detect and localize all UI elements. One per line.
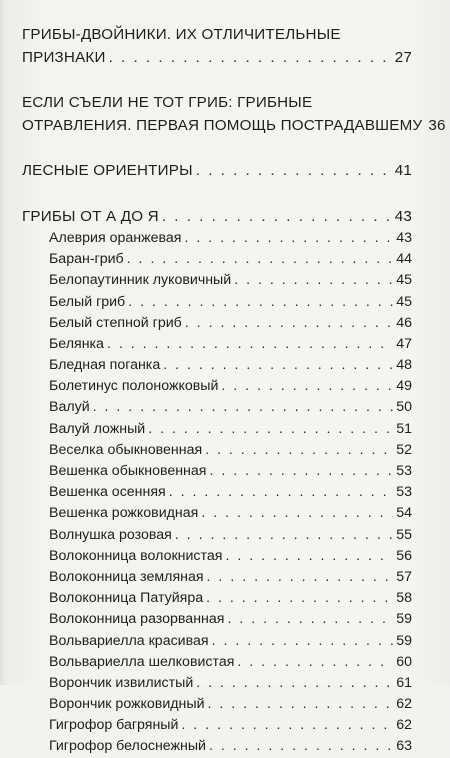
toc-section-mushrooms-a-z (22, 205, 412, 228)
entry-page-number: 62 (396, 696, 412, 713)
entry-page-number: 53 (396, 484, 412, 501)
entry-title: Веселка обыкновенная (49, 441, 203, 458)
entry-page-number: 61 (396, 674, 412, 691)
list-item (22, 355, 412, 376)
entry-title: Гигрофор багряный (49, 717, 179, 734)
entry-page-number: 45 (396, 293, 412, 310)
section-title: ГРИБЫ ОТ А ДО Я (22, 208, 159, 225)
section-title-row (22, 159, 412, 182)
entry-title: Баран-гриб (49, 251, 124, 268)
entry-title: Волоконница земляная (49, 568, 204, 585)
list-item (22, 376, 412, 397)
entry-page-number: 49 (396, 378, 412, 395)
section-page-number: 36 (428, 117, 446, 134)
section-title-line2: ОТРАВЛЕНИЯ. ПЕРВАЯ ПОМОЩЬ ПОСТРАДАВШЕМУ (22, 117, 423, 134)
list-item (22, 694, 412, 715)
entry-page-number: 44 (396, 251, 412, 268)
dot-leader (162, 205, 392, 228)
section-title-line2-row (22, 46, 412, 69)
entry-title: Белопаутинник луковичный (49, 272, 232, 289)
entry-page-number: 58 (396, 590, 412, 607)
dot-leader (237, 652, 393, 673)
entry-page-number: 55 (396, 526, 412, 543)
dot-leader (181, 715, 393, 736)
section-page-number: 41 (394, 162, 412, 179)
toc-entry-list (22, 228, 412, 758)
list-item (22, 249, 412, 270)
entry-title: Гигрофор белоснежный (49, 738, 206, 755)
list-item (22, 440, 412, 461)
list-item (22, 525, 412, 546)
spacer (22, 182, 412, 205)
dot-leader (212, 631, 394, 652)
entry-page-number: 46 (396, 314, 412, 331)
page-edge-shadow (0, 0, 6, 685)
list-item (22, 398, 412, 419)
section-page-number: 43 (394, 208, 412, 225)
entry-title: Волоконница Патуйяра (49, 590, 204, 607)
section-title-line1: ГРИБЫ-ДВОЙНИКИ. ИХ ОТЛИЧИТЕЛЬНЫЕ (22, 26, 341, 43)
entry-page-number: 59 (396, 611, 412, 628)
dot-leader (184, 228, 393, 249)
section-page-number: 27 (394, 49, 412, 66)
section-title-line2-row (22, 114, 446, 137)
list-item (22, 673, 412, 694)
entry-title: Волоконница разорванная (49, 611, 225, 628)
dot-leader (206, 588, 393, 609)
list-item (22, 313, 412, 334)
dot-leader (107, 334, 393, 355)
entry-title: Белый степной гриб (49, 314, 182, 331)
entry-page-number: 59 (396, 632, 412, 649)
dot-leader (109, 46, 392, 69)
entry-page-number: 50 (396, 399, 412, 416)
list-item (22, 609, 412, 630)
entry-title: Вольвариелла красивая (49, 632, 209, 649)
toc-section-look-alikes (22, 23, 412, 69)
entry-page-number: 47 (396, 335, 412, 352)
list-item (22, 652, 412, 673)
list-item (22, 567, 412, 588)
entry-page-number: 53 (396, 463, 412, 480)
dot-leader (93, 397, 394, 418)
entry-title: Вешенка рожковидная (49, 505, 199, 522)
dot-leader (207, 567, 394, 588)
list-item (22, 334, 412, 355)
entry-title: Вешенка осенняя (49, 484, 166, 501)
list-item (22, 419, 412, 440)
dot-leader (201, 503, 393, 524)
dot-leader (163, 355, 393, 376)
dot-leader (196, 159, 392, 182)
list-item (22, 546, 412, 567)
section-title-line2: ПРИЗНАКИ (22, 49, 106, 66)
entry-title: Болетинус полоножковый (49, 378, 219, 395)
list-item (22, 588, 412, 609)
dot-leader (128, 292, 393, 313)
entry-page-number: 52 (396, 441, 412, 458)
table-of-contents (22, 23, 446, 758)
entry-title: Валуй ложный (49, 420, 146, 437)
spacer (22, 69, 412, 91)
dot-leader (148, 419, 393, 440)
dot-leader (227, 609, 393, 630)
dot-leader (127, 249, 394, 270)
entry-title: Алеврия оранжевая (49, 229, 182, 246)
list-item (22, 482, 412, 503)
section-title-row (22, 205, 412, 228)
entry-title: Волнушка розовая (49, 526, 172, 543)
list-item (22, 737, 412, 758)
list-item (22, 503, 412, 524)
dot-leader (225, 546, 393, 567)
dot-leader (234, 270, 393, 291)
list-item (22, 461, 412, 482)
list-item (22, 631, 412, 652)
entry-title: Белый гриб (49, 293, 126, 310)
entry-title: Ворончик рожковидный (49, 696, 205, 713)
toc-section-poisoning (22, 91, 446, 137)
dot-leader (169, 482, 393, 503)
dot-leader (185, 313, 393, 334)
entry-title: Бледная поганка (49, 357, 161, 374)
list-item (22, 228, 412, 249)
entry-title: Волоконница волокнистая (49, 547, 223, 564)
entry-page-number: 43 (396, 229, 412, 246)
spacer (22, 137, 412, 159)
entry-title: Вольвариелла шелковистая (49, 653, 235, 670)
section-title-line1: ЕСЛИ СЪЕЛИ НЕ ТОТ ГРИБ: ГРИБНЫЕ (22, 94, 313, 111)
entry-page-number: 51 (396, 420, 412, 437)
toc-section-forest-landmarks (22, 159, 412, 182)
list-item (22, 715, 412, 736)
entry-page-number: 54 (396, 505, 412, 522)
entry-page-number: 63 (396, 738, 412, 755)
dot-leader (221, 376, 393, 397)
dot-leader (205, 440, 393, 461)
entry-page-number: 48 (396, 357, 412, 374)
entry-title: Белянка (49, 335, 104, 352)
entry-title: Ворончик извилистый (49, 674, 194, 691)
dot-leader (209, 736, 393, 757)
dot-leader (208, 694, 394, 715)
dot-leader (196, 673, 393, 694)
entry-page-number: 56 (396, 547, 412, 564)
entry-title: Валуй (49, 399, 90, 416)
entry-page-number: 60 (396, 653, 412, 670)
entry-page-number: 45 (396, 272, 412, 289)
section-title: ЛЕСНЫЕ ОРИЕНТИРЫ (22, 162, 193, 179)
entry-page-number: 62 (396, 717, 412, 734)
entry-title: Вешенка обыкновенная (49, 463, 207, 480)
entry-page-number: 57 (396, 568, 412, 585)
list-item (22, 270, 412, 291)
list-item (22, 292, 412, 313)
dot-leader (209, 461, 393, 482)
dot-leader (175, 525, 393, 546)
